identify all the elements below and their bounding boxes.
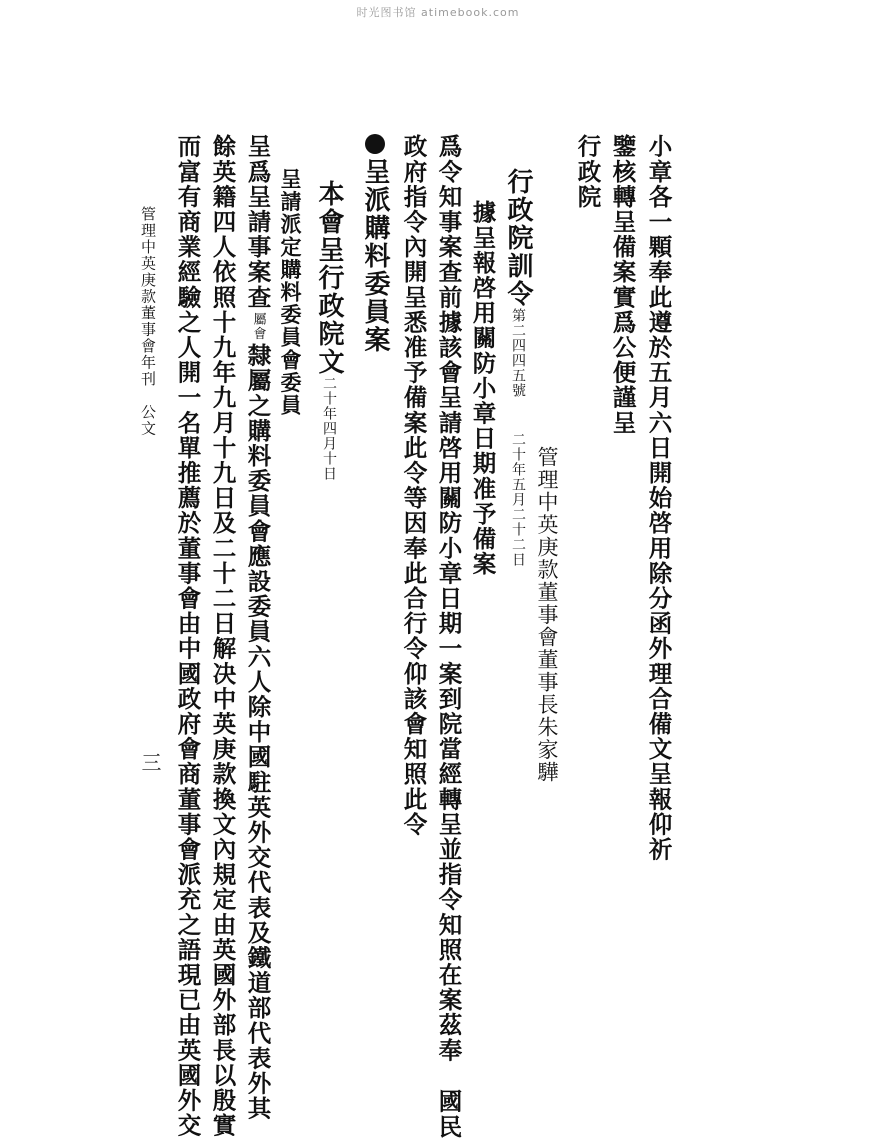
order-title: 行政院訓令 — [503, 168, 533, 308]
document-heading-column — [316, 180, 342, 481]
section-title: 呈派購料委員案 — [360, 158, 390, 354]
order-number: 第二四四五號 — [510, 308, 526, 398]
document-title: 本會呈行政院文 — [314, 180, 344, 376]
watermark: 时光图书馆 atimebook.com — [356, 6, 520, 19]
text-column-13: 餘英籍四人依照十九年九月十九日及二十二日解决中英庚款換文內規定由英國外部長以殷實 — [208, 134, 237, 1138]
bullet-icon — [365, 134, 385, 154]
text-column-8: 政府指令內開呈悉准予備案此令等因奉此合行令仰該會知照此令 — [399, 134, 428, 837]
text-column-12-b: 隸屬之購料委員會應設委員六人除中國駐英外交代表及鐵道部代表外其 — [243, 342, 272, 1122]
text-column-12-note: 屬會 — [250, 311, 266, 341]
text-column-7-end: 國民 — [434, 1088, 463, 1139]
document-date: 二十年四月十日 — [321, 376, 337, 481]
signature-column: 管理中英庚款董事會董事長朱家驊 — [535, 446, 559, 784]
section-heading-column — [362, 134, 388, 354]
text-column-7-main: 爲令知事案查前據該會呈請啓用關防小章日期一案到院當經轉呈並指令知照在案茲奉 — [434, 134, 463, 1063]
recipient-column: 行政院 — [573, 134, 602, 210]
text-column-14: 而富有商業經驗之人開一名單推薦於董事會由中國政府會商董事會派充之語現已由英國外交 — [173, 134, 202, 1138]
text-column-7 — [434, 134, 463, 1139]
order-heading-column — [505, 168, 531, 567]
text-column-12 — [243, 134, 272, 1122]
text-column-6: 據呈報啓用關防小章日期准予備案 — [468, 200, 497, 577]
text-column-1: 小章各一顆奉此遵於五月六日開始啓用除分函外理合備文呈報仰祈 — [644, 134, 673, 862]
running-head: 管理中英庚款董事會年刊 公文 — [139, 206, 157, 437]
text-column-2: 鑒核轉呈備案實爲公便謹呈 — [608, 134, 637, 436]
text-column-12-a: 呈爲呈請事案查 — [243, 134, 272, 310]
page-number: 三 — [138, 752, 162, 772]
text-column-11: 呈請派定購料委員會委員 — [278, 168, 303, 417]
order-date: 二十年五月二十二日 — [510, 432, 526, 567]
